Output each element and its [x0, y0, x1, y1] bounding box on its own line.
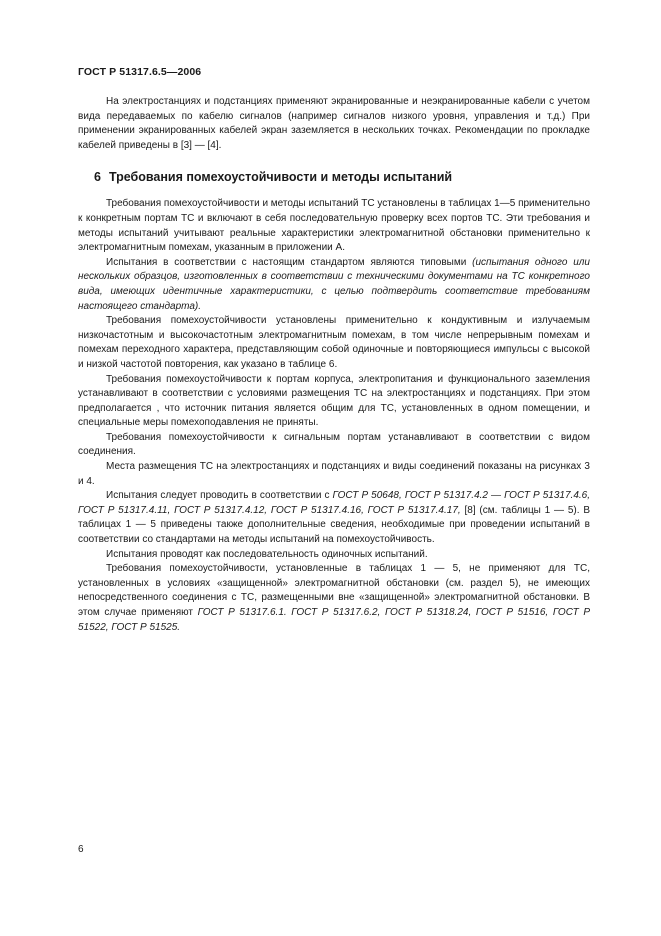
- paragraph-2-text: Испытания в соответствии с настоящим стандартом являются типовыми: [106, 256, 473, 268]
- paragraph-4: Требования помехоустойчивости к портам корпуса, электропитания и функционального заземления устанавливают в соответствии с условиями размещения ТС на электростанциях и подстанциях. При этом предполагается , что источник питания является общим для ТС, установленных в одном помещении, и специальные меры помехоподавления не приняты.: [78, 373, 590, 429]
- paragraph-7-end: [8] (см. таблицы 1 — 5). В таблицах 1 — 5 приведены также дополнительные сведения, необходимые при проведении испытаний в соответствии со стандартами на методы испытаний на помехоустойчивость.: [78, 504, 590, 546]
- paragraph-8: Испытания проводят как последовательность одиночных испытаний.: [106, 548, 428, 560]
- paragraph-2: [78, 256, 590, 314]
- paragraph-5: Требования помехоустойчивости к сигнальным портам устанавливают в соответствии с видом соединения.: [78, 431, 590, 458]
- paragraph-2-italic: (испытания одного или нескольких образцов, изготовленных в соответствии с техническими документами на ТС конкретного вида, имеющих идентичные характеристики, с целью подтвердить соответствие требованиям настоящего стандарта).: [78, 256, 590, 312]
- paragraph-7-standards: ГОСТ Р 50648, ГОСТ Р 51317.4.2 — ГОСТ Р 51317.4.6, ГОСТ Р 51317.4.11, ГОСТ Р 51317.4.12, ГОСТ Р 51317.4.16, ГОСТ Р 51317.4.17,: [78, 490, 590, 516]
- paragraph-3: Требования помехоустойчивости установлены применительно к кондуктивным и излучаемым низкочастотным и высокочастотным электромагнитным помехам, в том числе непрерывным помехам и помехам переходного характера, представляющим собой одиночные и повторяющиеся импульсы с высокой и низкой частотой повторения, как указано в таблице 6.: [78, 315, 590, 370]
- paragraph-6: Места размещения ТС на электростанциях и подстанциях и виды соединений показаны на рисунках 3 и 4.: [78, 461, 590, 487]
- paragraph-9: [78, 562, 590, 635]
- section-heading: [94, 169, 590, 185]
- page-number: 6: [78, 844, 84, 855]
- section-title: Требования помехоустойчивости и методы испытаний: [108, 170, 453, 185]
- paragraph-1: Требования помехоустойчивости и методы испытаний ТС установлены в таблицах 1—5 применительно к конкретным портам ТС и включают в себя последовательную проверку всех портов ТС. Эти требования и методы испытаний учитывают реальные характеристики электромагнитной обстановки применительно к электромагнитным помехам, указанным в приложении А.: [78, 198, 591, 254]
- document-header: ГОСТ Р 51317.6.5—2006: [78, 66, 202, 78]
- paragraph-9-text: Требования помехоустойчивости, установленные в таблицах 1 — 5, не применяют для ТС, установленных в условиях «защищенной» электромагнитной обстановки (см. раздел 5), не имеющих непосредственного соединения с ТС, размещенными вне «защищенной» электромагнитной обстановки. В этом случае применяют: [78, 563, 590, 618]
- intro-paragraph: На электростанциях и подстанциях применяют экранированные и неэкранированные кабели с учетом вида передаваемых по кабелю сигналов (например сигналов низкого уровня, управления и т.д.) При применении экранированных кабелей экран заземляется в нескольких точках. Рекомендации по прокладке кабелей приведены в [3] — [4].: [78, 96, 590, 151]
- page-body: [78, 95, 590, 635]
- paragraph-7: [78, 489, 590, 547]
- paragraph-9-standards: ГОСТ Р 51317.6.1. ГОСТ Р 51317.6.2, ГОСТ Р 51318.24, ГОСТ Р 51516, ГОСТ Р 51522, ГОСТ Р 51525.: [78, 607, 590, 633]
- paragraph-7-text: Испытания следует проводить в соответствии с: [106, 490, 333, 502]
- section-number: 6: [94, 170, 101, 185]
